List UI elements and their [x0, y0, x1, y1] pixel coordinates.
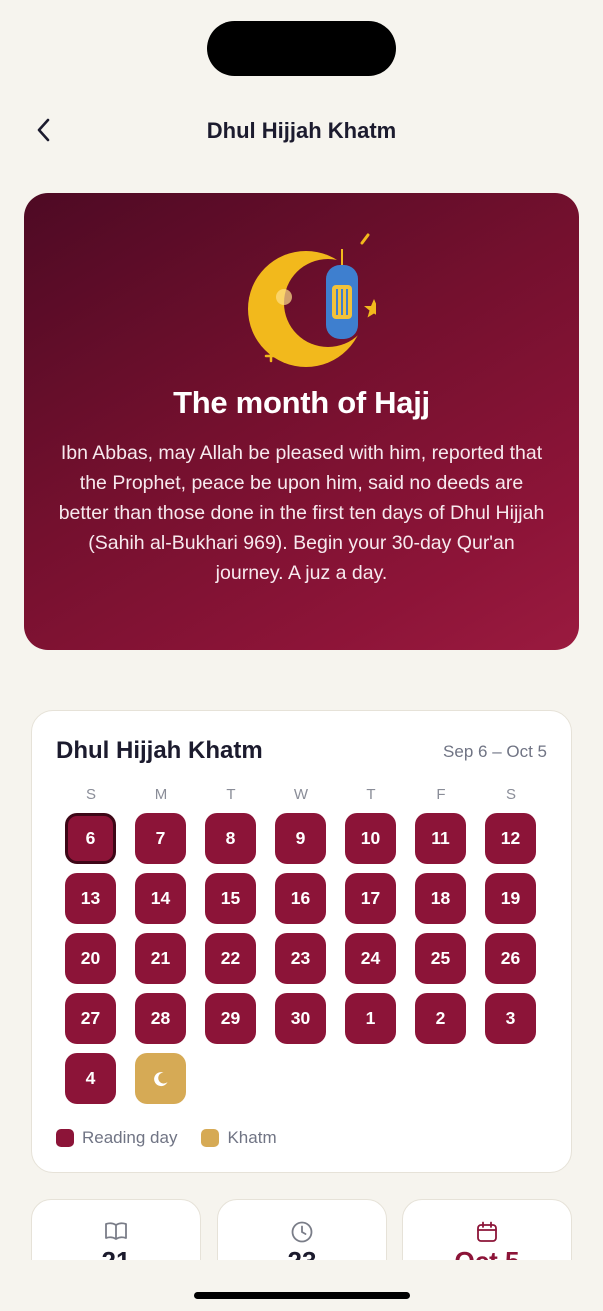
nav-header [0, 100, 603, 162]
calendar-day[interactable]: 24 [345, 933, 396, 984]
calendar-title: Dhul Hijjah Khatm [56, 737, 263, 764]
calendar-day[interactable]: 25 [415, 933, 466, 984]
calendar-day[interactable]: 3 [485, 993, 536, 1044]
weekday-label: M [154, 786, 168, 803]
calendar-day-khatm[interactable] [135, 1053, 186, 1104]
calendar-day[interactable]: 27 [65, 993, 116, 1044]
clock-icon [290, 1220, 314, 1244]
calendar-day[interactable]: 22 [205, 933, 256, 984]
hero-card [24, 193, 579, 650]
calendar-day[interactable]: 9 [275, 813, 326, 864]
calendar-day[interactable]: 23 [275, 933, 326, 984]
crescent-moon-icon [152, 1070, 170, 1088]
calendar-day[interactable]: 2 [415, 993, 466, 1044]
calendar-day[interactable]: 1 [345, 993, 396, 1044]
calendar-legend [56, 1128, 301, 1148]
weekday-label: S [85, 786, 96, 803]
calendar-day[interactable]: 19 [485, 873, 536, 924]
calendar-day-today[interactable]: 6 [65, 813, 116, 864]
calendar-day[interactable]: 28 [135, 993, 186, 1044]
legend-khatm-label: Khatm [227, 1128, 277, 1147]
reading-day-swatch [56, 1129, 74, 1147]
bottom-safe-area [0, 1260, 603, 1311]
calendar-day[interactable]: 18 [415, 873, 466, 924]
calendar-day[interactable]: 7 [135, 813, 186, 864]
calendar-day[interactable]: 17 [345, 873, 396, 924]
calendar-day[interactable]: 13 [65, 873, 116, 924]
calendar-day[interactable]: 8 [205, 813, 256, 864]
hero-title: The month of Hajj [173, 385, 430, 420]
legend-reading-label: Reading day [82, 1128, 178, 1147]
calendar-day[interactable]: 14 [135, 873, 186, 924]
calendar-day[interactable]: 20 [65, 933, 116, 984]
crescent-lantern-icon [246, 231, 376, 371]
weekday-label: T [226, 786, 236, 803]
weekday-label: W [293, 786, 309, 803]
khatm-swatch [201, 1129, 219, 1147]
home-indicator[interactable] [194, 1292, 410, 1299]
book-icon [104, 1220, 128, 1242]
legend-reading-day [56, 1128, 177, 1148]
calendar-day[interactable]: 26 [485, 933, 536, 984]
calendar-day[interactable]: 16 [275, 873, 326, 924]
calendar-day[interactable]: 4 [65, 1053, 116, 1104]
dynamic-island [207, 21, 396, 76]
calendar-day[interactable]: 15 [205, 873, 256, 924]
weekday-label: F [436, 786, 446, 803]
calendar-day[interactable]: 12 [485, 813, 536, 864]
weekday-label: T [366, 786, 376, 803]
page-title: Dhul Hijjah Khatm [206, 118, 397, 143]
legend-khatm [201, 1128, 276, 1148]
calendar-icon [475, 1220, 499, 1244]
calendar-date-range: Sep 6 – Oct 5 [443, 742, 547, 761]
calendar-day[interactable]: 10 [345, 813, 396, 864]
hero-description: Ibn Abbas, may Allah be pleased with him, reported that the Prophet, peace be upon him, said no deeds are better than those done in the first ten days of Dhul Hijjah (Sahih al-Bukhari 969). Begin your 30-day Qur'an journey. A juz a day. [58, 442, 545, 584]
calendar-day[interactable]: 30 [275, 993, 326, 1044]
calendar-day[interactable]: 21 [135, 933, 186, 984]
weekday-label: S [505, 786, 516, 803]
calendar-card [31, 710, 572, 1173]
calendar-day[interactable]: 11 [415, 813, 466, 864]
calendar-day[interactable]: 29 [205, 993, 256, 1044]
